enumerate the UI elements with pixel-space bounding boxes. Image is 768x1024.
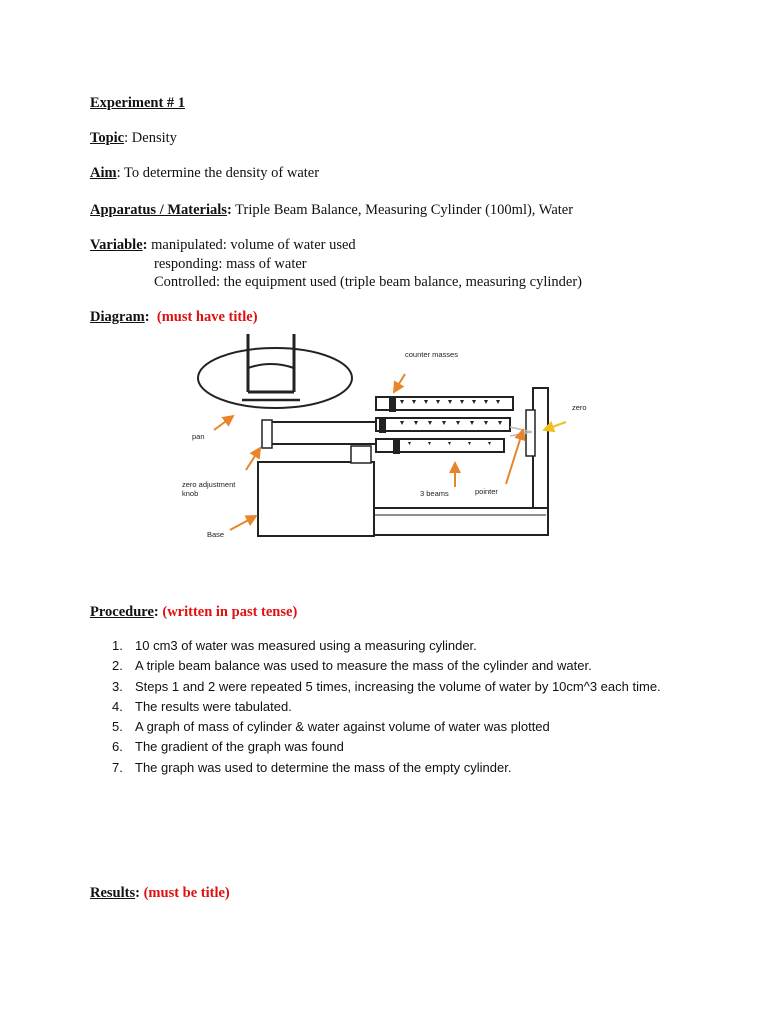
apparatus-line: Apparatus / Materials: Triple Beam Balance, Measuring Cylinder (100ml), Water [90, 202, 574, 218]
variable-responding: responding: mass of water [154, 256, 307, 272]
procedure-label: Procedure [90, 604, 154, 620]
topic-line: Topic: Density [90, 130, 177, 146]
triple-beam-balance-diagram [182, 330, 587, 550]
label-3-beams: 3 beams [420, 489, 449, 498]
procedure-step: 7. The graph was used to determine the mass of the empty cylinder. [112, 759, 512, 775]
procedure-step: 1. 10 cm3 of water was measured using a measuring cylinder. [112, 638, 477, 653]
aim-line: Aim: To determine the density of water [90, 165, 320, 181]
procedure-step: 4. The results were tabulated. [112, 698, 292, 714]
procedure-heading: Procedure: (written in past tense) [90, 604, 298, 620]
arrow-pan [214, 416, 233, 430]
label-pointer: pointer [475, 487, 498, 496]
label-knob: knob [182, 489, 199, 498]
apparatus-label: Apparatus / Materials [90, 202, 227, 218]
balance-arm [262, 420, 388, 448]
procedure-step: 3. Steps 1 and 2 were repeated 5 times, increasing the volume of water by 10cm^3 each time. [112, 678, 661, 694]
arrow-base [230, 516, 256, 530]
diagram-note: (must have title) [156, 309, 258, 325]
topic-value: Density [131, 130, 177, 146]
experiment-heading: Experiment # 1 [90, 95, 186, 111]
variable-manipulated: manipulated: volume of water used [151, 237, 356, 253]
diagram-label: Diagram [90, 309, 145, 325]
procedure-step: 2. A triple beam balance was used to measure the mass of the cylinder and water. [112, 658, 592, 674]
support-block [351, 446, 371, 463]
topic-label: Topic [90, 130, 125, 146]
procedure-note: (written in past tense) [162, 604, 298, 620]
three-beams [376, 396, 513, 454]
label-zero: zero [572, 403, 587, 412]
experiment-title [90, 94, 185, 112]
results-note: (must be title) [143, 885, 230, 901]
variable-line: Variable: manipulated: volume of water used [90, 237, 356, 253]
aim-label: Aim [90, 165, 117, 181]
diagram-heading: Diagram: (must have title) [90, 309, 258, 325]
procedure-step: 6. The gradient of the graph was found [112, 739, 344, 755]
rider-3 [393, 438, 400, 454]
aim-value: To determine the density of water [124, 165, 320, 181]
arrow-counter-masses [394, 374, 405, 392]
label-base: Base [207, 530, 225, 539]
base-plate [372, 508, 548, 535]
results-heading: Results: (must be title) [90, 885, 230, 901]
label-counter-masses: counter masses [405, 350, 458, 359]
rider-1 [389, 396, 396, 412]
variable-label: Variable [90, 237, 143, 253]
procedure-step: 5. A graph of mass of cylinder & water against volume of water was plotted [112, 719, 550, 735]
rider-2 [379, 417, 386, 433]
procedure-list [112, 636, 695, 778]
arrow-pointer [506, 430, 523, 484]
base-block [258, 462, 374, 536]
label-pan: pan [192, 432, 205, 441]
apparatus-value: Triple Beam Balance, Measuring Cylinder (100ml), Water [235, 202, 574, 218]
variable-controlled: Controlled: the equipment used (triple beam balance, measuring cylinder) [154, 274, 583, 290]
label-zero-adjustment: zero adjustment [182, 480, 236, 489]
results-label: Results [90, 885, 136, 901]
